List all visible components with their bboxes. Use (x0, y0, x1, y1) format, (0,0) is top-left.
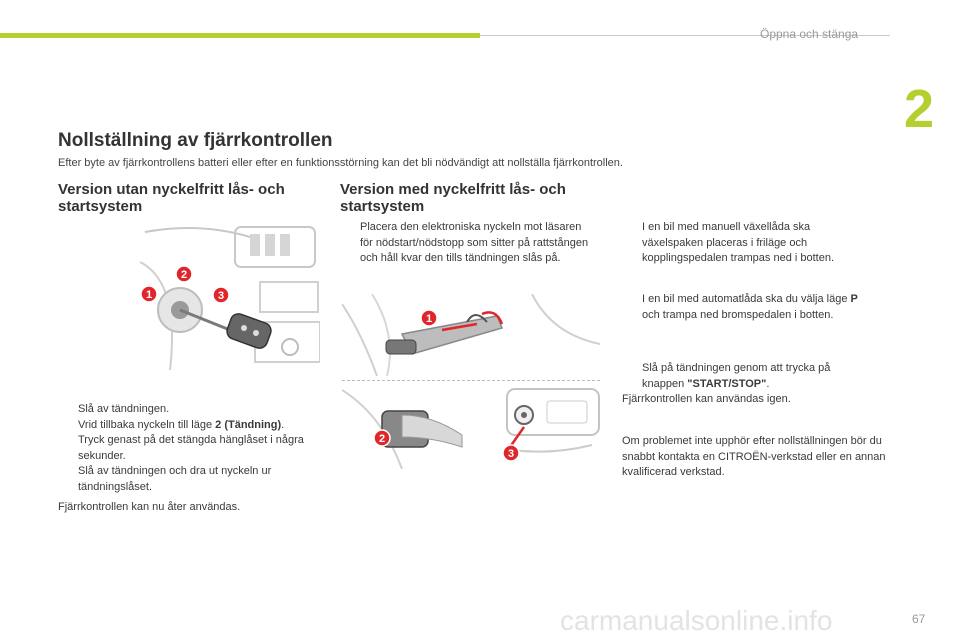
step-manual-gearbox (622, 220, 872, 267)
step-press-start-stop (622, 361, 872, 392)
callout-2-label: 2 (378, 433, 386, 445)
chapter-title: Öppna och stänga (760, 27, 859, 41)
callout-2-badge (373, 429, 391, 452)
list-item: I en bil med automatlåda ska du välja läge P och trampa ned bromspedalen i botten. (642, 293, 858, 321)
list-item: Tryck genast på det stängda hänglåset i några sekunder. (78, 434, 304, 462)
callout-1-label: 1 (145, 289, 153, 301)
watermark: carmanualsonline.info (560, 605, 833, 636)
ignition-key-illustration (140, 222, 320, 370)
callout-3-label: 3 (217, 290, 225, 302)
conclusion-without-keyless: Fjärrkontrollen kan nu åter användas. (58, 501, 241, 513)
callout-2-badge (175, 265, 193, 288)
callout-3-label: 3 (507, 448, 515, 460)
list-item: Vrid tillbaka nyckeln till läge 2 (Tändning). (78, 418, 285, 431)
callout-3-badge (502, 444, 520, 467)
page-number: 67 (912, 612, 926, 626)
steering-column-reader-illustration (342, 294, 600, 376)
callout-1-badge (420, 309, 438, 332)
page-title: Nollställning av fjärrkontrollen (58, 130, 333, 151)
workshop-note: Om problemet inte upphör efter nollställningen bör du snabbt kontakta en CITROËN-verkstad eller en annan kvalificerad verkstad. (622, 435, 886, 478)
section-heading-with-keyless: Version med nyckelfritt lås- och startsystem (340, 181, 566, 215)
intro-text: Efter byte av fjärrkontrollens batteri eller efter en funktionsstörning kan det bli nödvändigt att nollställa fjärrkontrollen. (58, 157, 623, 169)
section-heading-without-keyless: Version utan nyckelfritt lås- och startsystem (58, 181, 285, 215)
list-item: Slå på tändningen genom att trycka på knappen "START/STOP". (642, 362, 831, 390)
callout-3-badge (212, 286, 230, 309)
list-item: I en bil med manuell växellåda ska växelspaken placeras i friläge och kopplingspedalen trampas ned i botten. (642, 221, 835, 264)
step-automatic-gearbox (622, 292, 872, 323)
chapter-number: 2 (904, 79, 935, 139)
steps-with-keyless (340, 220, 590, 267)
steps-without-keyless (58, 402, 313, 495)
callout-2-label: 2 (180, 269, 188, 281)
callout-1-label: 1 (425, 313, 433, 325)
figure-divider (342, 380, 600, 381)
list-item: Slå av tändningen och dra ut nyckeln ur tändningslåset. (78, 465, 272, 493)
conclusion-with-keyless: Fjärrkontrollen kan användas igen. (622, 393, 791, 405)
list-item: Placera den elektroniska nyckeln mot läsaren för nödstart/nödstopp som sitter på rattstången och håll kvar den tills tändningen slås på. (360, 221, 589, 264)
header-accent-bar (0, 33, 480, 38)
list-item: Slå av tändningen. (78, 403, 170, 415)
callout-1-badge (140, 285, 158, 308)
start-stop-button-illustration (342, 385, 600, 469)
